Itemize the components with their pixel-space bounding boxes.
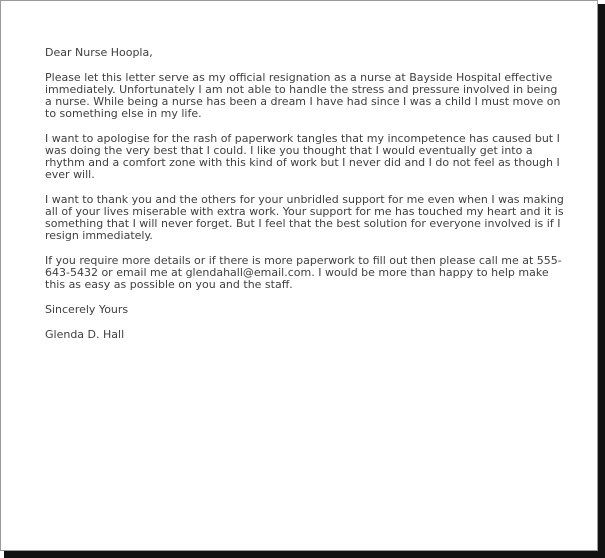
paragraph-apology: I want to apologise for the rash of paperwork tangles that my incompetence has caused but I was doing the very best that I could. I like you thought that I would eventually get into a rhythm and a comfort zone with this kind of work but I never did and I do not feel as though I ever will. [45,132,560,181]
letter-closing: Sincerely Yours [45,303,129,316]
paragraph-resignation: Please let this letter serve as my official resignation as a nurse at Bayside Hospital effective immediately. Unfortunately I am not able to handle the stress and pressure involved in being a nurse. While being a nurse has been a dream I have had since I was a child I must move on to something else in my life. [45,71,561,120]
page-shadow-bottom [4,551,605,558]
paragraph-thanks: I want to thank you and the others for your unbridled support for me even when I was making all of your lives miserable with extra work. Your support for me has touched my heart and it is something that I will never forget. But I feel that the best solution for everyone involved is if I resign immediately. [45,193,564,242]
letter-greeting: Dear Nurse Hoopla, [45,46,153,59]
letter-signature: Glenda D. Hall [45,328,125,341]
paragraph-contact: If you require more details or if there is more paperwork to fill out then please call me at 555-643-5432 or email me at glendahall@email.com. I would be more than happy to help make this as easy as possible on you and the staff. [45,254,562,291]
letter-body [45,47,565,354]
page-shadow-right [598,4,605,558]
